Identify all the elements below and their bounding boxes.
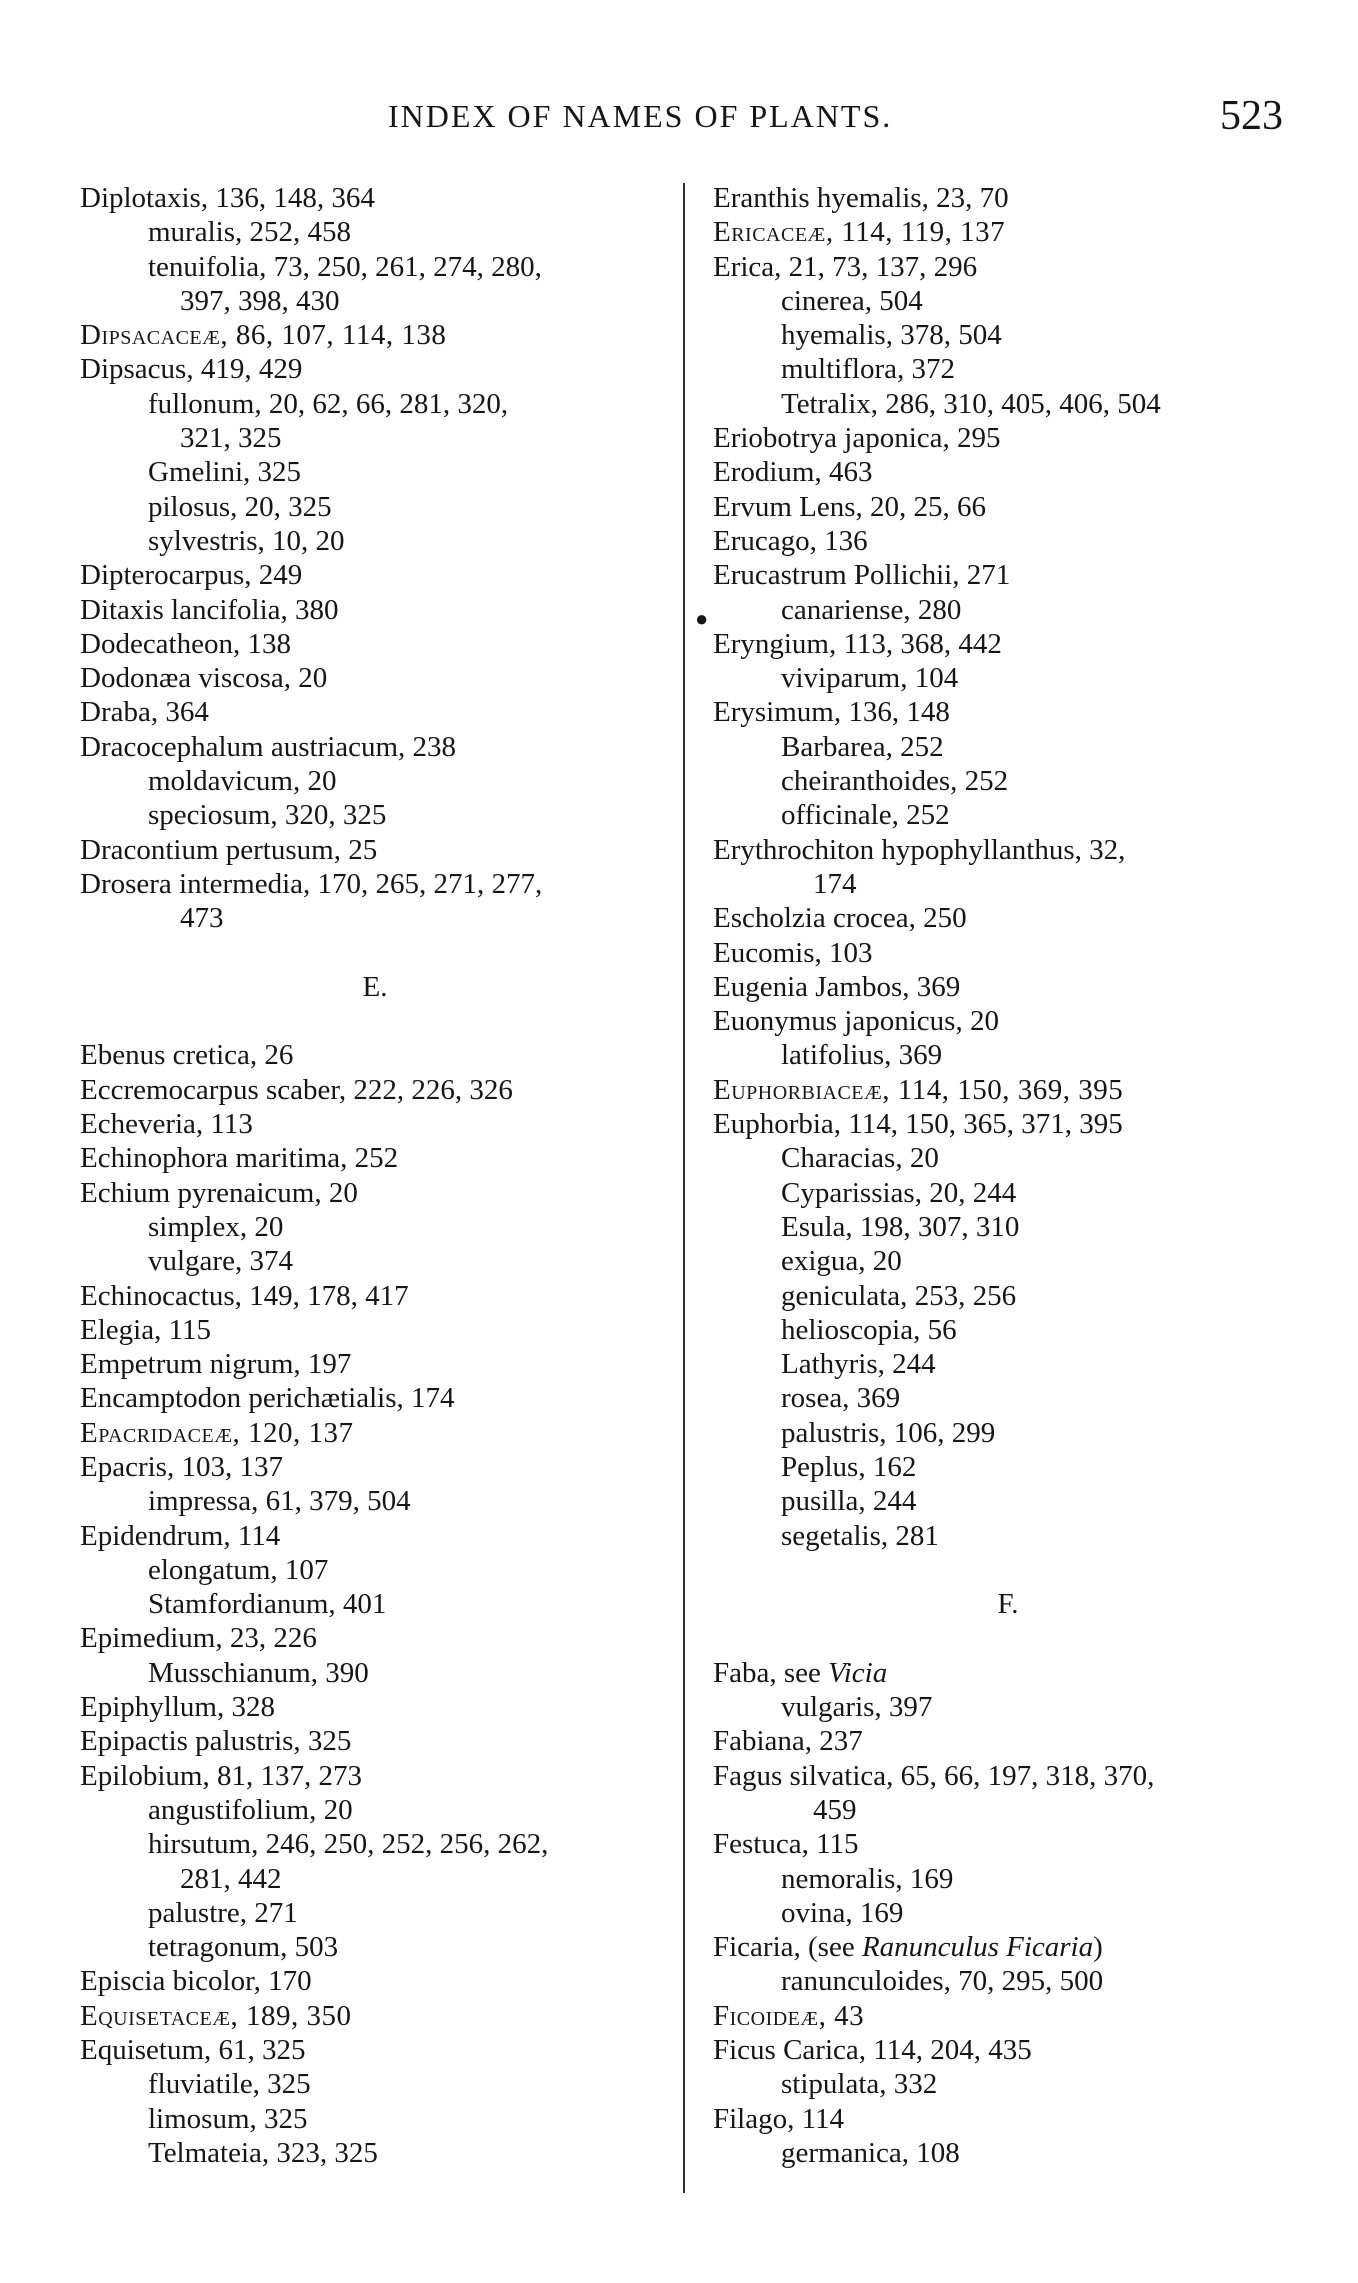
index-entry: Dipterocarpus, 249 xyxy=(80,559,303,592)
index-subentry: Esula, 198, 307, 310 xyxy=(781,1210,1020,1243)
index-entry: Ficoideæ, 43 xyxy=(713,1999,865,2032)
index-subentry: angustifolium, 20 xyxy=(148,1793,353,1826)
index-entry-continuation: 473 xyxy=(180,902,224,935)
page-number: 523 xyxy=(1220,93,1283,139)
index-entry: Ficaria, (see Ranunculus Ficaria) xyxy=(713,1931,1103,1964)
index-entry: Diplotaxis, 136, 148, 364 xyxy=(80,182,375,214)
spacer xyxy=(713,1553,1303,1587)
index-entry: Filago, 114 xyxy=(713,2102,845,2135)
index-entry: Elegia, 115 xyxy=(80,1313,211,1346)
index-subentry: hirsutum, 246, 250, 252, 256, 262, xyxy=(148,1828,549,1861)
index-entry: Erodium, 463 xyxy=(713,456,873,489)
index-entry: Ficus Carica, 114, 204, 435 xyxy=(713,2034,1032,2067)
index-entry: Epiphyllum, 328 xyxy=(80,1691,275,1724)
index-subentry: cheiranthoides, 252 xyxy=(781,765,1009,798)
index-subentry: muralis, 252, 458 xyxy=(148,216,351,249)
index-subentry: cinerea, 504 xyxy=(781,284,923,317)
index-entry: Erucastrum Pollichii, 271 xyxy=(713,559,1011,592)
index-entry: Ditaxis lancifolia, 380 xyxy=(80,593,339,626)
index-column-right xyxy=(713,181,1303,2170)
index-subentry: Lathyris, 244 xyxy=(781,1348,936,1381)
index-entry: Erica, 21, 73, 137, 296 xyxy=(713,250,978,283)
index-subentry: elongatum, 107 xyxy=(148,1553,329,1586)
index-subentry: palustre, 271 xyxy=(148,1896,298,1929)
index-subentry: hyemalis, 378, 504 xyxy=(781,319,1002,352)
index-entry: Draba, 364 xyxy=(80,696,209,729)
page-header xyxy=(388,92,1283,142)
index-entry: Echinocactus, 149, 178, 417 xyxy=(80,1279,409,1312)
index-entry: Echinophora maritima, 252 xyxy=(80,1142,399,1175)
index-subentry: fullonum, 20, 62, 66, 281, 320, xyxy=(148,387,509,420)
section-letter-heading: F. xyxy=(997,1588,1019,1621)
index-entry: Epidendrum, 114 xyxy=(80,1519,281,1552)
index-entry-continuation: 174 xyxy=(813,867,857,900)
index-entry: Erythrochiton hypophyllanthus, 32, xyxy=(713,833,1126,866)
index-entry: Dodecatheon, 138 xyxy=(80,627,291,660)
index-entry: Dipsacus, 419, 429 xyxy=(80,353,303,386)
index-entry: Erysimum, 136, 148 xyxy=(713,696,950,729)
index-entry: Encamptodon perichætialis, 174 xyxy=(80,1382,455,1415)
index-subentry: tetragonum, 503 xyxy=(148,1931,339,1964)
index-subentry: Tetralix, 286, 310, 405, 406, 504 xyxy=(781,387,1161,420)
index-entry: Echium pyrenaicum, 20 xyxy=(80,1176,358,1209)
index-entry: Eucomis, 103 xyxy=(713,936,873,969)
index-entry: Echeveria, 113 xyxy=(80,1108,253,1141)
index-entry: Euphorbia, 114, 150, 365, 371, 395 xyxy=(713,1108,1123,1141)
index-subentry: pusilla, 244 xyxy=(781,1485,917,1518)
index-subentry: speciosum, 320, 325 xyxy=(148,799,387,832)
index-subentry: limosum, 325 xyxy=(148,2102,308,2135)
index-entry: Ervum Lens, 20, 25, 66 xyxy=(713,490,987,523)
index-subentry: segetalis, 281 xyxy=(781,1519,939,1552)
index-subentry: viviparum, 104 xyxy=(781,662,959,695)
index-column-left xyxy=(80,181,670,2170)
index-entry: Empetrum nigrum, 197 xyxy=(80,1348,352,1381)
index-entry: Eriobotrya japonica, 295 xyxy=(713,422,1001,455)
index-entry: Festuca, 115 xyxy=(713,1828,859,1861)
index-entry: Dodonæa viscosa, 20 xyxy=(80,662,328,695)
index-subentry: Musschianum, 390 xyxy=(148,1656,369,1689)
index-subentry: rosea, 369 xyxy=(781,1382,901,1415)
index-entry: Epilobium, 81, 137, 273 xyxy=(80,1759,362,1792)
index-entry: Ericaceæ, 114, 119, 137 xyxy=(713,216,1006,249)
index-subentry: multiflora, 372 xyxy=(781,353,955,386)
section-letter-heading: E. xyxy=(362,970,388,1003)
index-subentry: canariense, 280 xyxy=(781,593,962,626)
index-entry: Dracontium pertusum, 25 xyxy=(80,833,378,866)
index-subentry: officinale, 252 xyxy=(781,799,950,832)
index-subentry: nemoralis, 169 xyxy=(781,1862,954,1895)
index-entry: Epimedium, 23, 226 xyxy=(80,1622,317,1655)
index-subentry: sylvestris, 10, 20 xyxy=(148,524,345,557)
index-subentry: exigua, 20 xyxy=(781,1245,902,1278)
index-subentry: vulgaris, 397 xyxy=(781,1691,933,1724)
index-subentry: vulgare, 374 xyxy=(148,1245,293,1278)
index-subentry: latifolius, 369 xyxy=(781,1039,943,1072)
index-subentry: moldavicum, 20 xyxy=(148,765,337,798)
index-entry: Eranthis hyemalis, 23, 70 xyxy=(713,182,1009,214)
index-entry: Equisetum, 61, 325 xyxy=(80,2034,306,2067)
index-subentry: palustris, 106, 299 xyxy=(781,1416,996,1449)
index-entry-continuation: 321, 325 xyxy=(180,422,282,455)
index-subentry: Cyparissias, 20, 244 xyxy=(781,1176,1017,1209)
index-entry: Drosera intermedia, 170, 265, 271, 277, xyxy=(80,867,543,900)
index-entry: Fabiana, 237 xyxy=(713,1725,863,1758)
running-title: INDEX OF NAMES OF PLANTS. xyxy=(388,98,893,134)
index-subentry: Stamfordianum, 401 xyxy=(148,1588,387,1621)
spacer xyxy=(80,936,670,970)
index-subentry: simplex, 20 xyxy=(148,1210,284,1243)
index-entry: Erucago, 136 xyxy=(713,524,868,557)
index-entry: Epipactis palustris, 325 xyxy=(80,1725,352,1758)
spacer xyxy=(713,1621,1303,1655)
index-entry: Eugenia Jambos, 369 xyxy=(713,970,961,1003)
index-subentry: ranunculoides, 70, 295, 500 xyxy=(781,1965,1104,1998)
index-subentry: tenuifolia, 73, 250, 261, 274, 280, xyxy=(148,250,542,283)
index-subentry: stipulata, 332 xyxy=(781,2068,938,2101)
index-entry: Eccremocarpus scaber, 222, 226, 326 xyxy=(80,1073,513,1106)
index-entry: Dracocephalum austriacum, 238 xyxy=(80,730,457,763)
index-entry-continuation: 281, 442 xyxy=(180,1862,282,1895)
index-entry: Euphorbiaceæ, 114, 150, 369, 395 xyxy=(713,1073,1124,1106)
index-subentry: impressa, 61, 379, 504 xyxy=(148,1485,411,1518)
index-entry-continuation: 459 xyxy=(813,1793,857,1826)
bullet-mark-icon: ● xyxy=(695,606,709,631)
column-divider xyxy=(683,183,685,2193)
index-entry: Eryngium, 113, 368, 442 xyxy=(713,627,1002,660)
index-subentry: Barbarea, 252 xyxy=(781,730,944,763)
index-entry: Episcia bicolor, 170 xyxy=(80,1965,312,1998)
index-entry-continuation: 397, 398, 430 xyxy=(180,284,340,317)
index-entry: Epacris, 103, 137 xyxy=(80,1450,283,1483)
index-entry: Dipsacaceæ, 86, 107, 114, 138 xyxy=(80,319,447,352)
index-subentry: Peplus, 162 xyxy=(781,1450,917,1483)
index-entry: Euonymus japonicus, 20 xyxy=(713,1005,999,1038)
index-entry: Escholzia crocea, 250 xyxy=(713,902,967,935)
index-entry: Faba, see Vicia xyxy=(713,1656,888,1689)
index-subentry: geniculata, 253, 256 xyxy=(781,1279,1017,1312)
index-entry: Equisetaceæ, 189, 350 xyxy=(80,1999,352,2032)
index-subentry: germanica, 108 xyxy=(781,2136,960,2169)
index-subentry: Gmelini, 325 xyxy=(148,456,302,489)
index-subentry: Characias, 20 xyxy=(781,1142,939,1175)
index-subentry: Telmateia, 323, 325 xyxy=(148,2136,378,2169)
index-subentry: fluviatile, 325 xyxy=(148,2068,311,2101)
index-subentry: pilosus, 20, 325 xyxy=(148,490,332,523)
spacer xyxy=(80,1004,670,1038)
index-entry: Ebenus cretica, 26 xyxy=(80,1039,294,1072)
index-subentry: helioscopia, 56 xyxy=(781,1313,957,1346)
index-entry: Fagus silvatica, 65, 66, 197, 318, 370, xyxy=(713,1759,1155,1792)
index-entry: Epacridaceæ, 120, 137 xyxy=(80,1416,354,1449)
index-subentry: ovina, 169 xyxy=(781,1896,904,1929)
